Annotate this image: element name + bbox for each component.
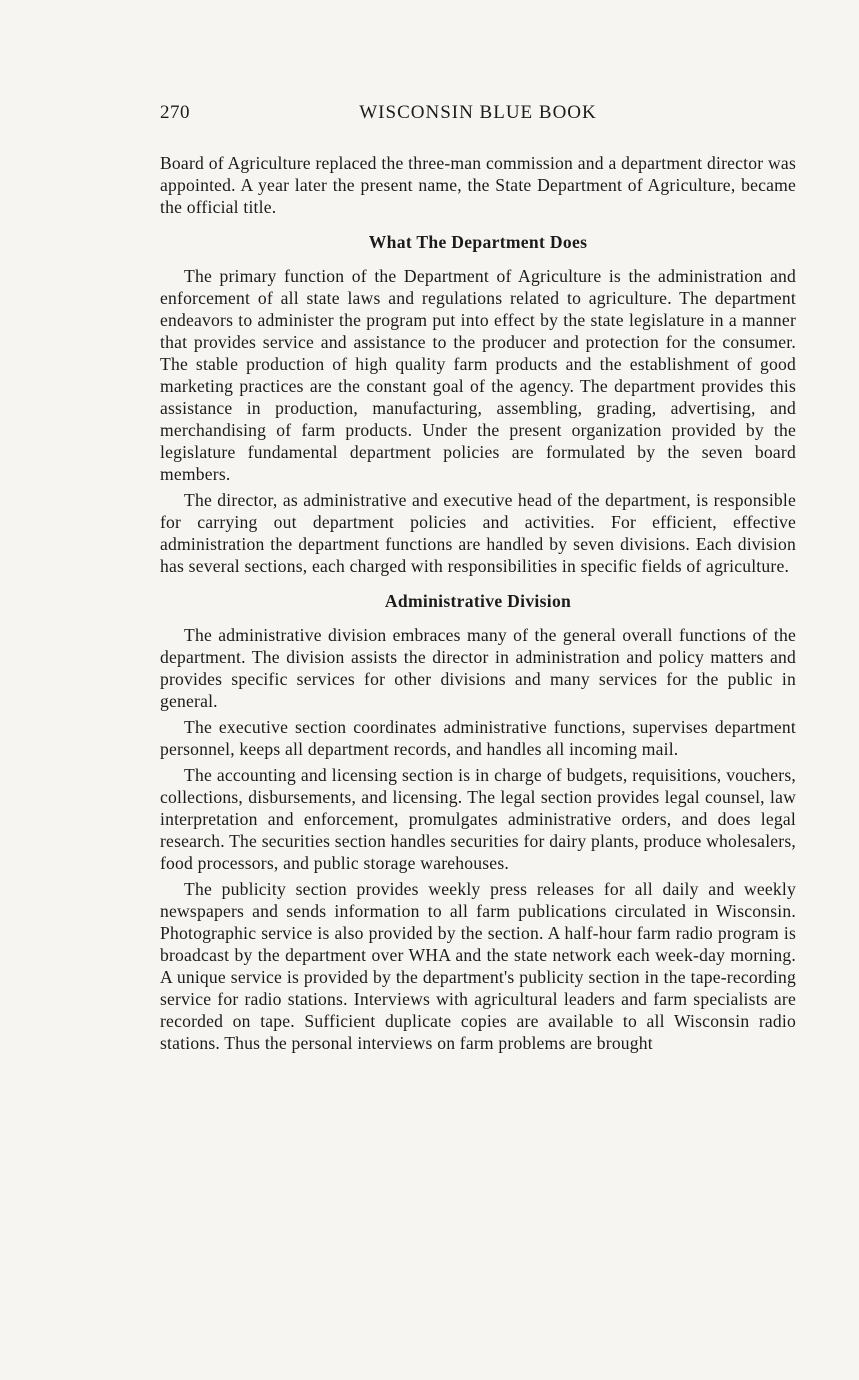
paragraph-publicity-section: The publicity section provides weekly press releases for all daily and weekly newspapers and sends information to all farm publications circulated in Wisconsin. Photographic service is also provided by the section. A half-hour farm radio program is broadcast by the department over WHA and the state network each week-day morning. A unique service is provided by the department's publicity section in the tape-recording service for radio stations. Interviews with agricultural leaders and farm specialists are recorded on tape. Sufficient duplicate copies are available to all Wisconsin radio stations. Thus the personal interviews on farm problems are brought [160, 879, 796, 1053]
page-number: 270 [160, 102, 190, 123]
paragraph-director: The director, as administrative and executive head of the department, is responsible for carrying out department policies and activities. For efficient, effective administration the department functions are handled by seven divisions. Each division has several sections, each charged with responsibilities in specific fields of agriculture. [160, 490, 796, 576]
paragraph-accounting-section: The accounting and licensing section is in charge of budgets, requisitions, vouchers, collections, disbursements, and licensing. The legal section provides legal counsel, law interpretation and enforcement, promulgates administrative orders, and does legal research. The securities section handles securities for dairy plants, produce wholesalers, food processors, and public storage warehouses. [160, 765, 796, 873]
book-title: WISCONSIN BLUE BOOK [359, 102, 597, 123]
section-heading-administrative-division: Administrative Division [384, 591, 572, 611]
paragraph-administrative-division: The administrative division embraces many of the general overall functions of the department. The division assists the director in administration and policy matters and provides specific services for other divisions and many services for the public in general. [160, 625, 796, 711]
book-page [160, 102, 796, 1054]
intro-paragraph: Board of Agriculture replaced the three-man commission and a department director was appointed. A year later the present name, the State Department of Agriculture, became the official title. [160, 153, 796, 217]
running-head [160, 102, 796, 132]
paragraph-executive-section: The executive section coordinates administrative functions, supervises department personnel, keeps all department records, and handles all incoming mail. [160, 717, 796, 759]
paragraph-primary-function: The primary function of the Department of Agriculture is the administration and enforcement of all state laws and regulations related to agriculture. The department endeavors to administer the program put into effect by the state legislature in a manner that provides service and assistance to the producer and protection for the consumer. The stable production of high quality farm products and the establishment of good marketing practices are the constant goal of the agency. The department provides this assistance in production, manufacturing, assembling, grading, advertising, and merchandising of farm products. Under the present organization provided by the legislature fundamental department policies are formulated by the seven board members. [160, 266, 796, 484]
section-heading-what-the-department-does: What The Department Does [368, 232, 588, 252]
body-text [160, 152, 796, 1054]
